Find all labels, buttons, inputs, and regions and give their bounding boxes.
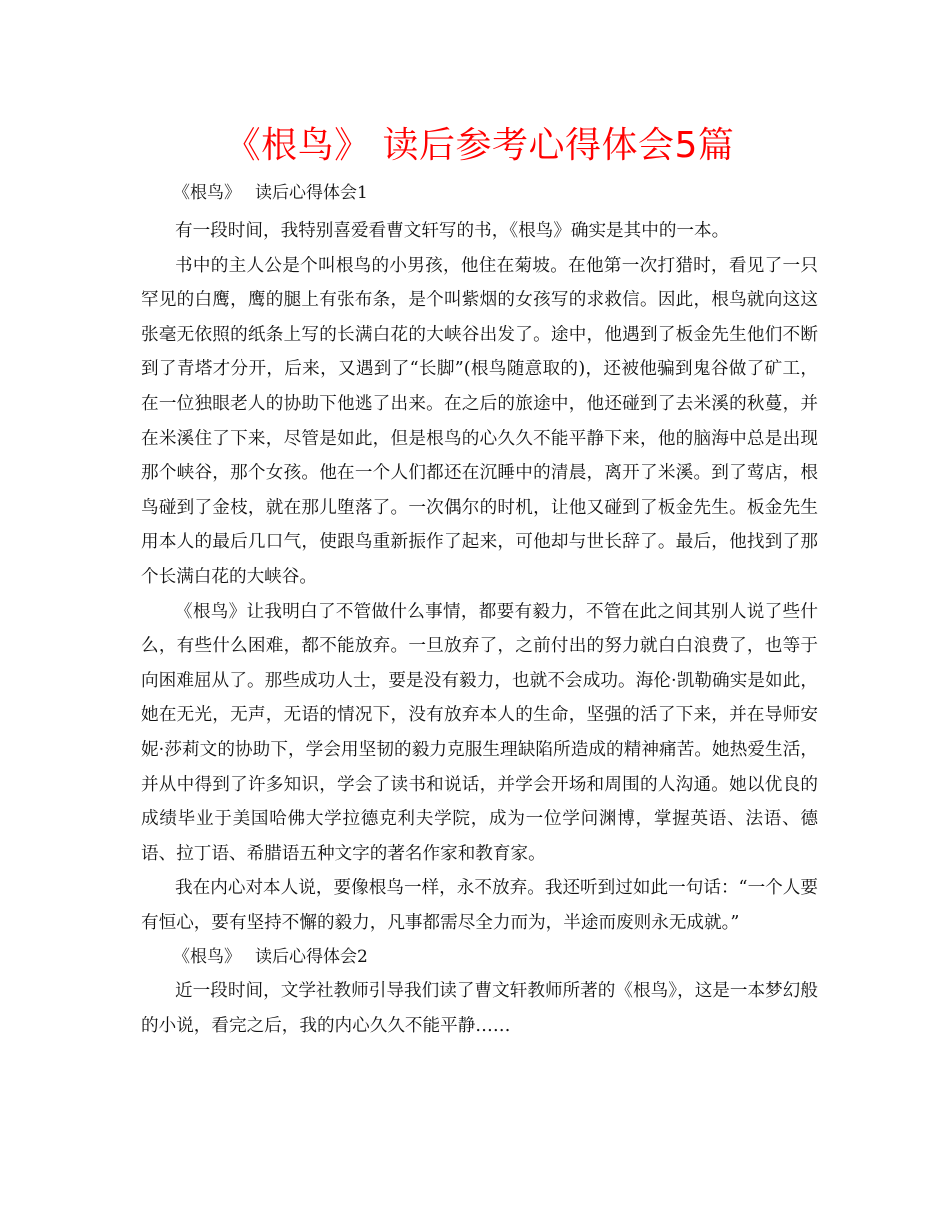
document-title: 《根鸟》 读后参考心得体会5篇	[224, 125, 735, 166]
section-heading-1-text: 读后心得体会1	[255, 183, 368, 203]
section-heading-1	[141, 176, 818, 210]
section-1-paragraph-4: 我在内心对本人说，要像根鸟一样，永不放弃。我还听到过如此一句话：“一个人要有恒心，要有坚持不懈的毅力，凡事都需尽全力而为，半途而废则永无成就。”	[141, 878, 818, 933]
section-2-paragraph-1: 近一段时间，文学社教师引导我们读了曹文轩教师所著的《根鸟》，这是一本梦幻般的小说，看完之后，我的内心久久不能平静……	[141, 981, 818, 1037]
section-heading-1-book: 《根鸟》	[173, 183, 241, 203]
section-heading-2-book: 《根鸟》	[173, 947, 241, 968]
section-1-paragraph-1: 有一段时间，我特别喜爱看曹文轩写的书，《根鸟》确实是其中的一本。	[175, 221, 730, 241]
section-heading-2-text: 读后心得体会2	[255, 947, 368, 968]
section-heading-2	[141, 940, 818, 974]
section-1-paragraph-3: 《根鸟》让我明白了不管做什么事情，都要有毅力，不管在此之间其别人说了些什么，有些什么困难，都不能放弃。一旦放弃了，之前付出的努力就白白浪费了，也等于向困难屈从了。那些成功人士，要是没有毅力，也就不会成功。海伦·凯勒确实是如此，她在无光，无声，无语的情况下，没有放弃本人的生命，坚强的活了下来，并在导师安妮·莎莉文的协助下，学会用坚韧的毅力克服生理缺陷所造成的精神痛苦。她热爱生活，并从中得到了许多知识，学会了读书和说话，并学会开场和周围的人沟通。她以优良的成绩毕业于美国哈佛大学拉德克利夫学院，成为一位学问渊博，掌握英语、法语、德语、拉丁语、希腊语五种文字的著名作家和教育家。	[141, 601, 818, 864]
section-1-paragraph-2: 书中的主人公是个叫根鸟的小男孩，他住在菊坡。在他第一次打猎时，看见了一只罕见的白鹰，鹰的腿上有张布条，是个叫紫烟的女孩写的求救信。因此，根鸟就向这这张毫无依照的纸条上写的长满白花的大峡谷出发了。途中，他遇到了板金先生他们不断到了青塔才分开，后来，又遇到了“长脚”(根鸟随意取的)，还被他骗到鬼谷做了矿工，在一位独眼老人的协助下他逃了出来。在之后的旅途中，他还碰到了去米溪的秋蔓，并在米溪住了下来，尽管是如此，但是根鸟的心久久不能平静下来，他的脑海中总是出现那个峡谷，那个女孩。他在一个人们都还在沉睡中的清晨，离开了米溪。到了莺店，根鸟碰到了金枝，就在那儿堕落了。一次偶尔的时机，让他又碰到了板金先生。板金先生用本人的最后几口气，使跟鸟重新振作了起来，可他却与世长辞了。最后，他找到了那个长满白花的大峡谷。	[141, 255, 818, 587]
